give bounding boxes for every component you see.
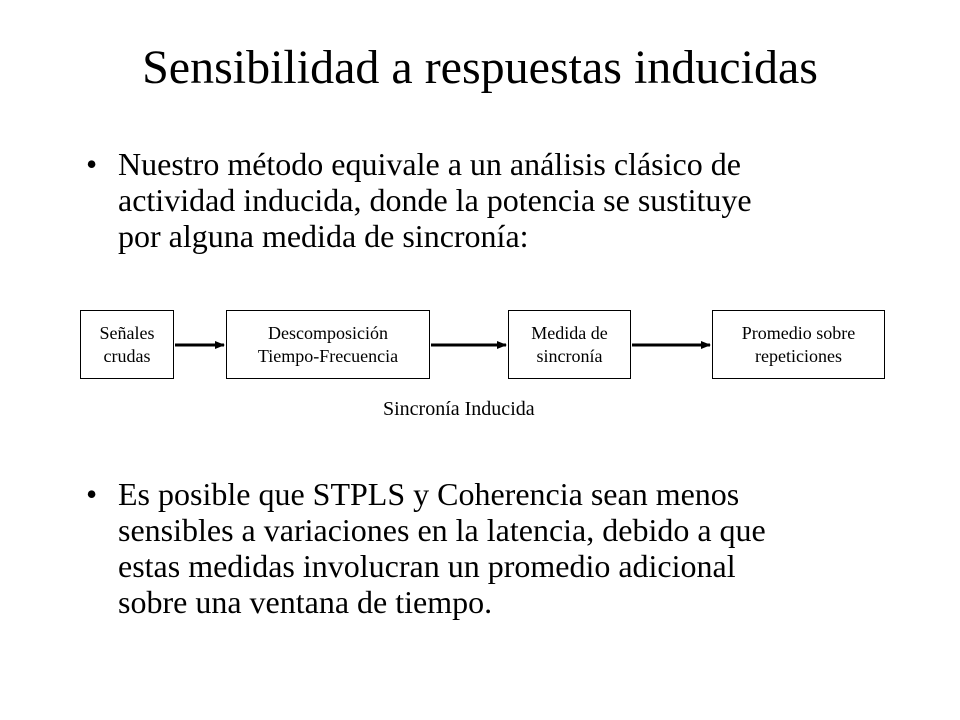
- bullet-line: Nuestro método equivale a un análisis clásico de: [118, 146, 741, 182]
- box-label-line: crudas: [103, 345, 151, 366]
- bullet-line: estas medidas involucran un promedio adicional: [118, 548, 736, 584]
- raw-signals-box: [80, 310, 174, 379]
- box-label-line: Medida de: [531, 322, 608, 343]
- bullet-line: sobre una ventana de tiempo.: [118, 584, 493, 620]
- trial-average-box: [712, 310, 885, 379]
- bullet-line: sensibles a variaciones en la latencia, debido a que: [118, 512, 766, 548]
- box-label-line: sincronía: [536, 345, 603, 366]
- box-label-line: Descomposición: [268, 322, 388, 343]
- synchrony-measure-box: [508, 310, 631, 379]
- bullet-line: Es posible que STPLS y Coherencia sean menos: [118, 476, 740, 512]
- time-frequency-box: [226, 310, 430, 379]
- bullet-text: [118, 146, 752, 254]
- slide-title: Sensibilidad a respuestas inducidas: [142, 41, 818, 94]
- bullet-dot: •: [86, 476, 98, 512]
- bullet-text: [118, 476, 766, 620]
- box-label-line: repeticiones: [755, 345, 842, 366]
- box-label-line: Promedio sobre: [741, 322, 856, 343]
- box-label-line: Señales: [99, 322, 155, 343]
- diagram-caption: Sincronía Inducida: [383, 398, 535, 420]
- bullet-line: actividad inducida, donde la potencia se sustituye: [118, 182, 752, 218]
- box-label-line: Tiempo-Frecuencia: [257, 345, 399, 366]
- bullet-dot: •: [86, 146, 98, 182]
- bullet-line: por alguna medida de sincronía:: [118, 218, 529, 254]
